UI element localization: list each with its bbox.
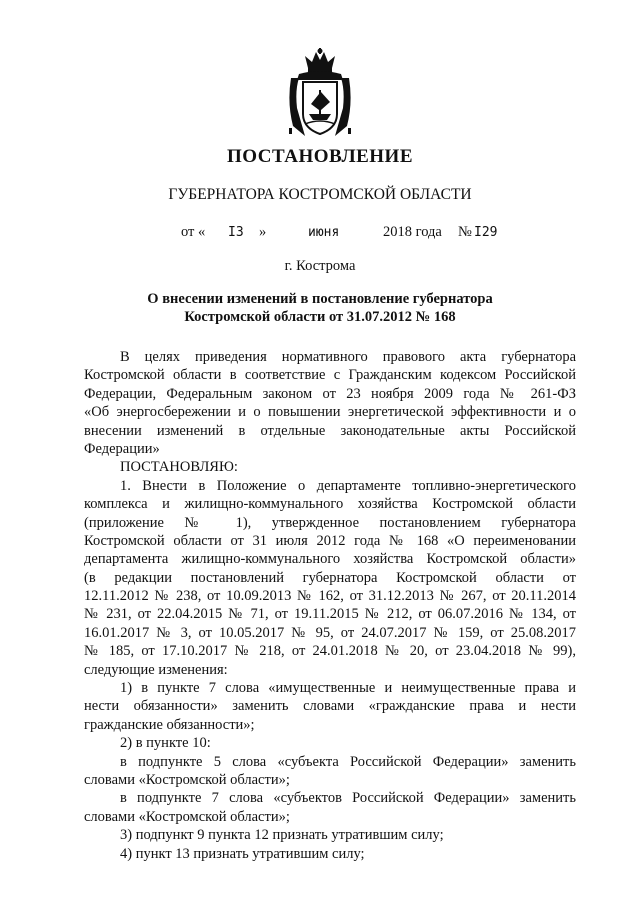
body-line: 2) в пункте 10: bbox=[120, 735, 211, 752]
body-line: № 185, от 17.10.2017 № 218, от 24.01.2018 № 20, от 23.04.2018 № 99), bbox=[84, 643, 576, 660]
body-line: 12.11.2012 № 238, от 10.09.2013 № 162, от 31.12.2013 № 267, от 20.11.2014 bbox=[84, 588, 576, 605]
number-prefix: № bbox=[458, 224, 472, 240]
date-month: июня bbox=[308, 225, 340, 240]
body-line: следующие изменения: bbox=[84, 661, 228, 678]
body-line: в подпункте 7 слова «субъектов Российской Федерации» заменить bbox=[120, 790, 576, 807]
document-date-line bbox=[0, 224, 640, 244]
subject-line: Костромской области от 31.07.2012 № 168 bbox=[184, 309, 456, 325]
subject-line: О внесении изменений в постановление губернатора bbox=[147, 291, 493, 307]
body-line: словами «Костромской области»; bbox=[84, 771, 290, 788]
body-line: комплекса и жилищно-коммунального хозяйства Костромской области bbox=[84, 496, 576, 513]
body-line: (в редакции постановлений губернатора Костромской области от bbox=[84, 569, 576, 586]
document-issuer: ГУБЕРНАТОРА КОСТРОМСКОЙ ОБЛАСТИ bbox=[168, 186, 472, 203]
body-line: гражданские обязанности»; bbox=[84, 716, 255, 733]
body-line: нести обязанности» заменить словами «гражданские права и нести bbox=[84, 698, 576, 715]
body-line: в подпункте 5 слова «субъекта Российской Федерации» заменить bbox=[120, 753, 576, 770]
body-line: Костромской области от 31 июля 2012 года № 168 «О переименовании bbox=[84, 532, 576, 549]
date-prefix: от « bbox=[181, 224, 206, 240]
body-line: В целях приведения нормативного правового акта губернатора bbox=[120, 349, 576, 365]
document-number: I29 bbox=[474, 225, 498, 240]
date-day: I3 bbox=[228, 225, 244, 240]
body-line: 3) подпункт 9 пункта 12 признать утратившим силу; bbox=[120, 827, 444, 844]
document-subject bbox=[0, 290, 640, 326]
body-line: (приложение № 1), утвержденное постановлением губернатора bbox=[84, 514, 576, 531]
body-line: Федерации, Федеральным законом от 23 ноября 2009 года № 261-ФЗ bbox=[84, 385, 576, 402]
body-line: внесении изменений в отдельные законодательные акты Российской bbox=[84, 422, 576, 439]
body-line: 1. Внести в Положение о департаменте топливно-энергетического bbox=[120, 477, 576, 494]
body-line: 16.01.2017 № 3, от 10.05.2017 № 95, от 24.07.2017 № 159, от 25.08.2017 bbox=[84, 624, 576, 641]
body-line: № 231, от 22.04.2015 № 71, от 19.11.2015 № 212, от 06.07.2016 № 134, от bbox=[84, 606, 576, 623]
body-line: словами «Костромской области»; bbox=[84, 808, 290, 825]
body-line: «Об энергосбережении и о повышении энергетической эффективности и о bbox=[84, 404, 576, 421]
body-line: ПОСТАНОВЛЯЮ: bbox=[120, 459, 238, 476]
document-city: г. Кострома bbox=[284, 258, 356, 274]
body-line: 1) в пункте 7 слова «имущественные и неимущественные права и bbox=[120, 680, 576, 697]
kostroma-coat-of-arms-icon bbox=[285, 48, 355, 140]
body-line: 4) пункт 13 признать утратившим силу; bbox=[120, 845, 365, 862]
body-line: Федерации» bbox=[84, 440, 160, 457]
date-close-quote: » bbox=[259, 224, 267, 240]
document-title: ПОСТАНОВЛЕНИЕ bbox=[226, 146, 414, 167]
document-body bbox=[84, 348, 576, 863]
body-line: Костромской области в соответствие с Гражданским кодексом Российской bbox=[84, 367, 576, 384]
body-line: департамента жилищно-коммунального хозяйства Костромской области» bbox=[84, 551, 576, 568]
date-year: 2018 года bbox=[383, 224, 442, 240]
